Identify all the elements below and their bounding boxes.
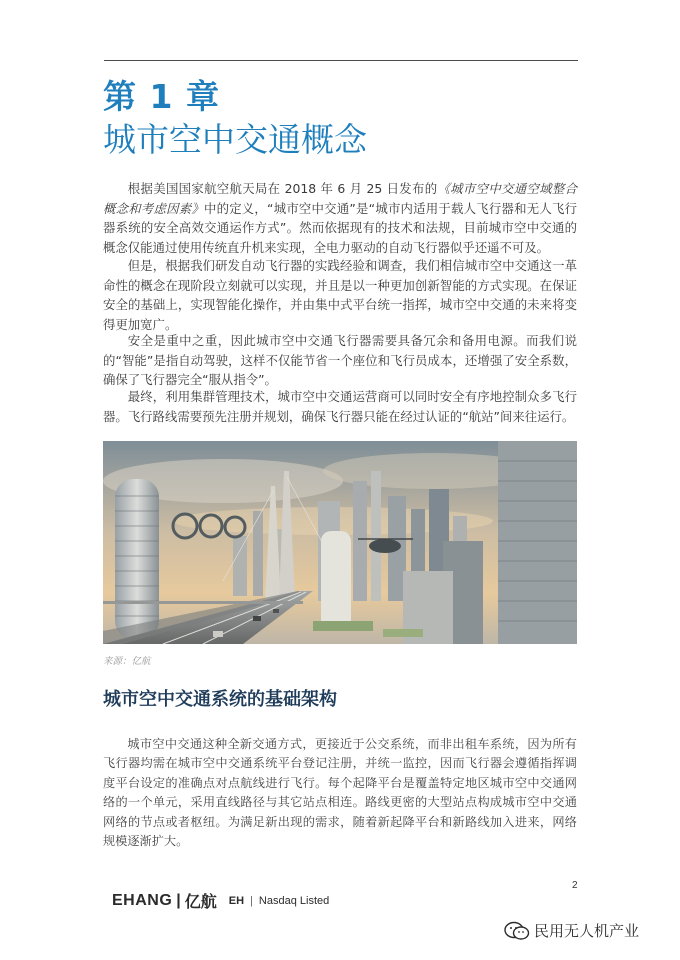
ehang-footer-logo	[112, 889, 329, 912]
paragraph-1	[103, 179, 577, 257]
watermark-text: 民用无人机产业	[534, 922, 640, 940]
exchange-label: Nasdaq Listed	[258, 894, 330, 907]
paragraph-3: 安全是重中之重，因此城市空中交通飞行器需要具备冗余和备用电源。而我们说的“智能”是指自动驾驶，这样不仅能节省一个座位和飞行员成本，还增强了安全系数，确保了飞行器完全“服从指令”。	[103, 333, 577, 388]
page-number: 2	[572, 880, 578, 891]
section-heading: 城市空中交通系统的基础架构	[103, 689, 337, 710]
paragraph-5: 城市空中交通这种全新交通方式，更接近于公交系统，而非出租车系统，因为所有飞行器均需在城市空中交通系统平台登记注册，并统一监控，因而飞行器会遵循指挥调度平台设定的准确点对点航线进行飞行。每个起降平台是覆盖特定地区城市空中交通网络的一个单元，采用直线路径与其它站点相连。路线更密的大型站点构成城市空中交通网络的节点或者枢纽。为满足新出现的需求，随着新起降平台和新路线加入进来，网络规模逐渐扩大。	[103, 737, 577, 849]
brand-name-cn: 亿航	[184, 892, 217, 911]
city-illustration-image	[103, 441, 577, 644]
chapter-number: 第 1 章	[103, 77, 220, 116]
paragraph-2: 但是，根据我们研发自动飞行器的实践经验和调查，我们相信城市空中交通这一革命性的概念在现阶段立刻就可以实现，并且是以一种更加创新智能的方式实现。在保证安全的基础上，实现智能化操作，并由集中式平台统一指挥，城市空中交通的未来将变得更加宽广。	[103, 258, 577, 332]
ticker-symbol: EH	[228, 894, 245, 907]
ticker-divider: |	[250, 894, 253, 907]
chapter-title: 城市空中交通概念	[103, 120, 367, 159]
wechat-icon	[504, 921, 530, 941]
paragraph-4: 最终，利用集群管理技术，城市空中交通运营商可以同时安全有序地控制众多飞行器。飞行路线需要预先注册并规划，确保飞行器只能在经过认证的“航站”间来往运行。	[103, 389, 577, 424]
brand-name-en: EHANG	[112, 891, 173, 909]
top-rule	[104, 60, 578, 61]
figure-caption: 来源：亿航	[103, 656, 151, 667]
p1-part-b: 中的定义，“城市空中交通”是“城市内适用于载人飞行器和无人飞行器系统的安全高效交通运作方式”。然而依据现有的技术和法规，目前城市空中交通的概念仅能通过使用传统直升机来实现，全电力驱动的自动飞行器似乎还遥不可及。	[103, 200, 577, 255]
p1-part-a: 根据美国国家航空航天局在 2018 年 6 月 25 日发布的	[127, 181, 438, 196]
document-title-citation: 《城市空中交通空域整合概念和考虑因素》	[103, 181, 577, 216]
brand-separator: |	[176, 891, 181, 909]
wechat-watermark	[504, 920, 639, 941]
